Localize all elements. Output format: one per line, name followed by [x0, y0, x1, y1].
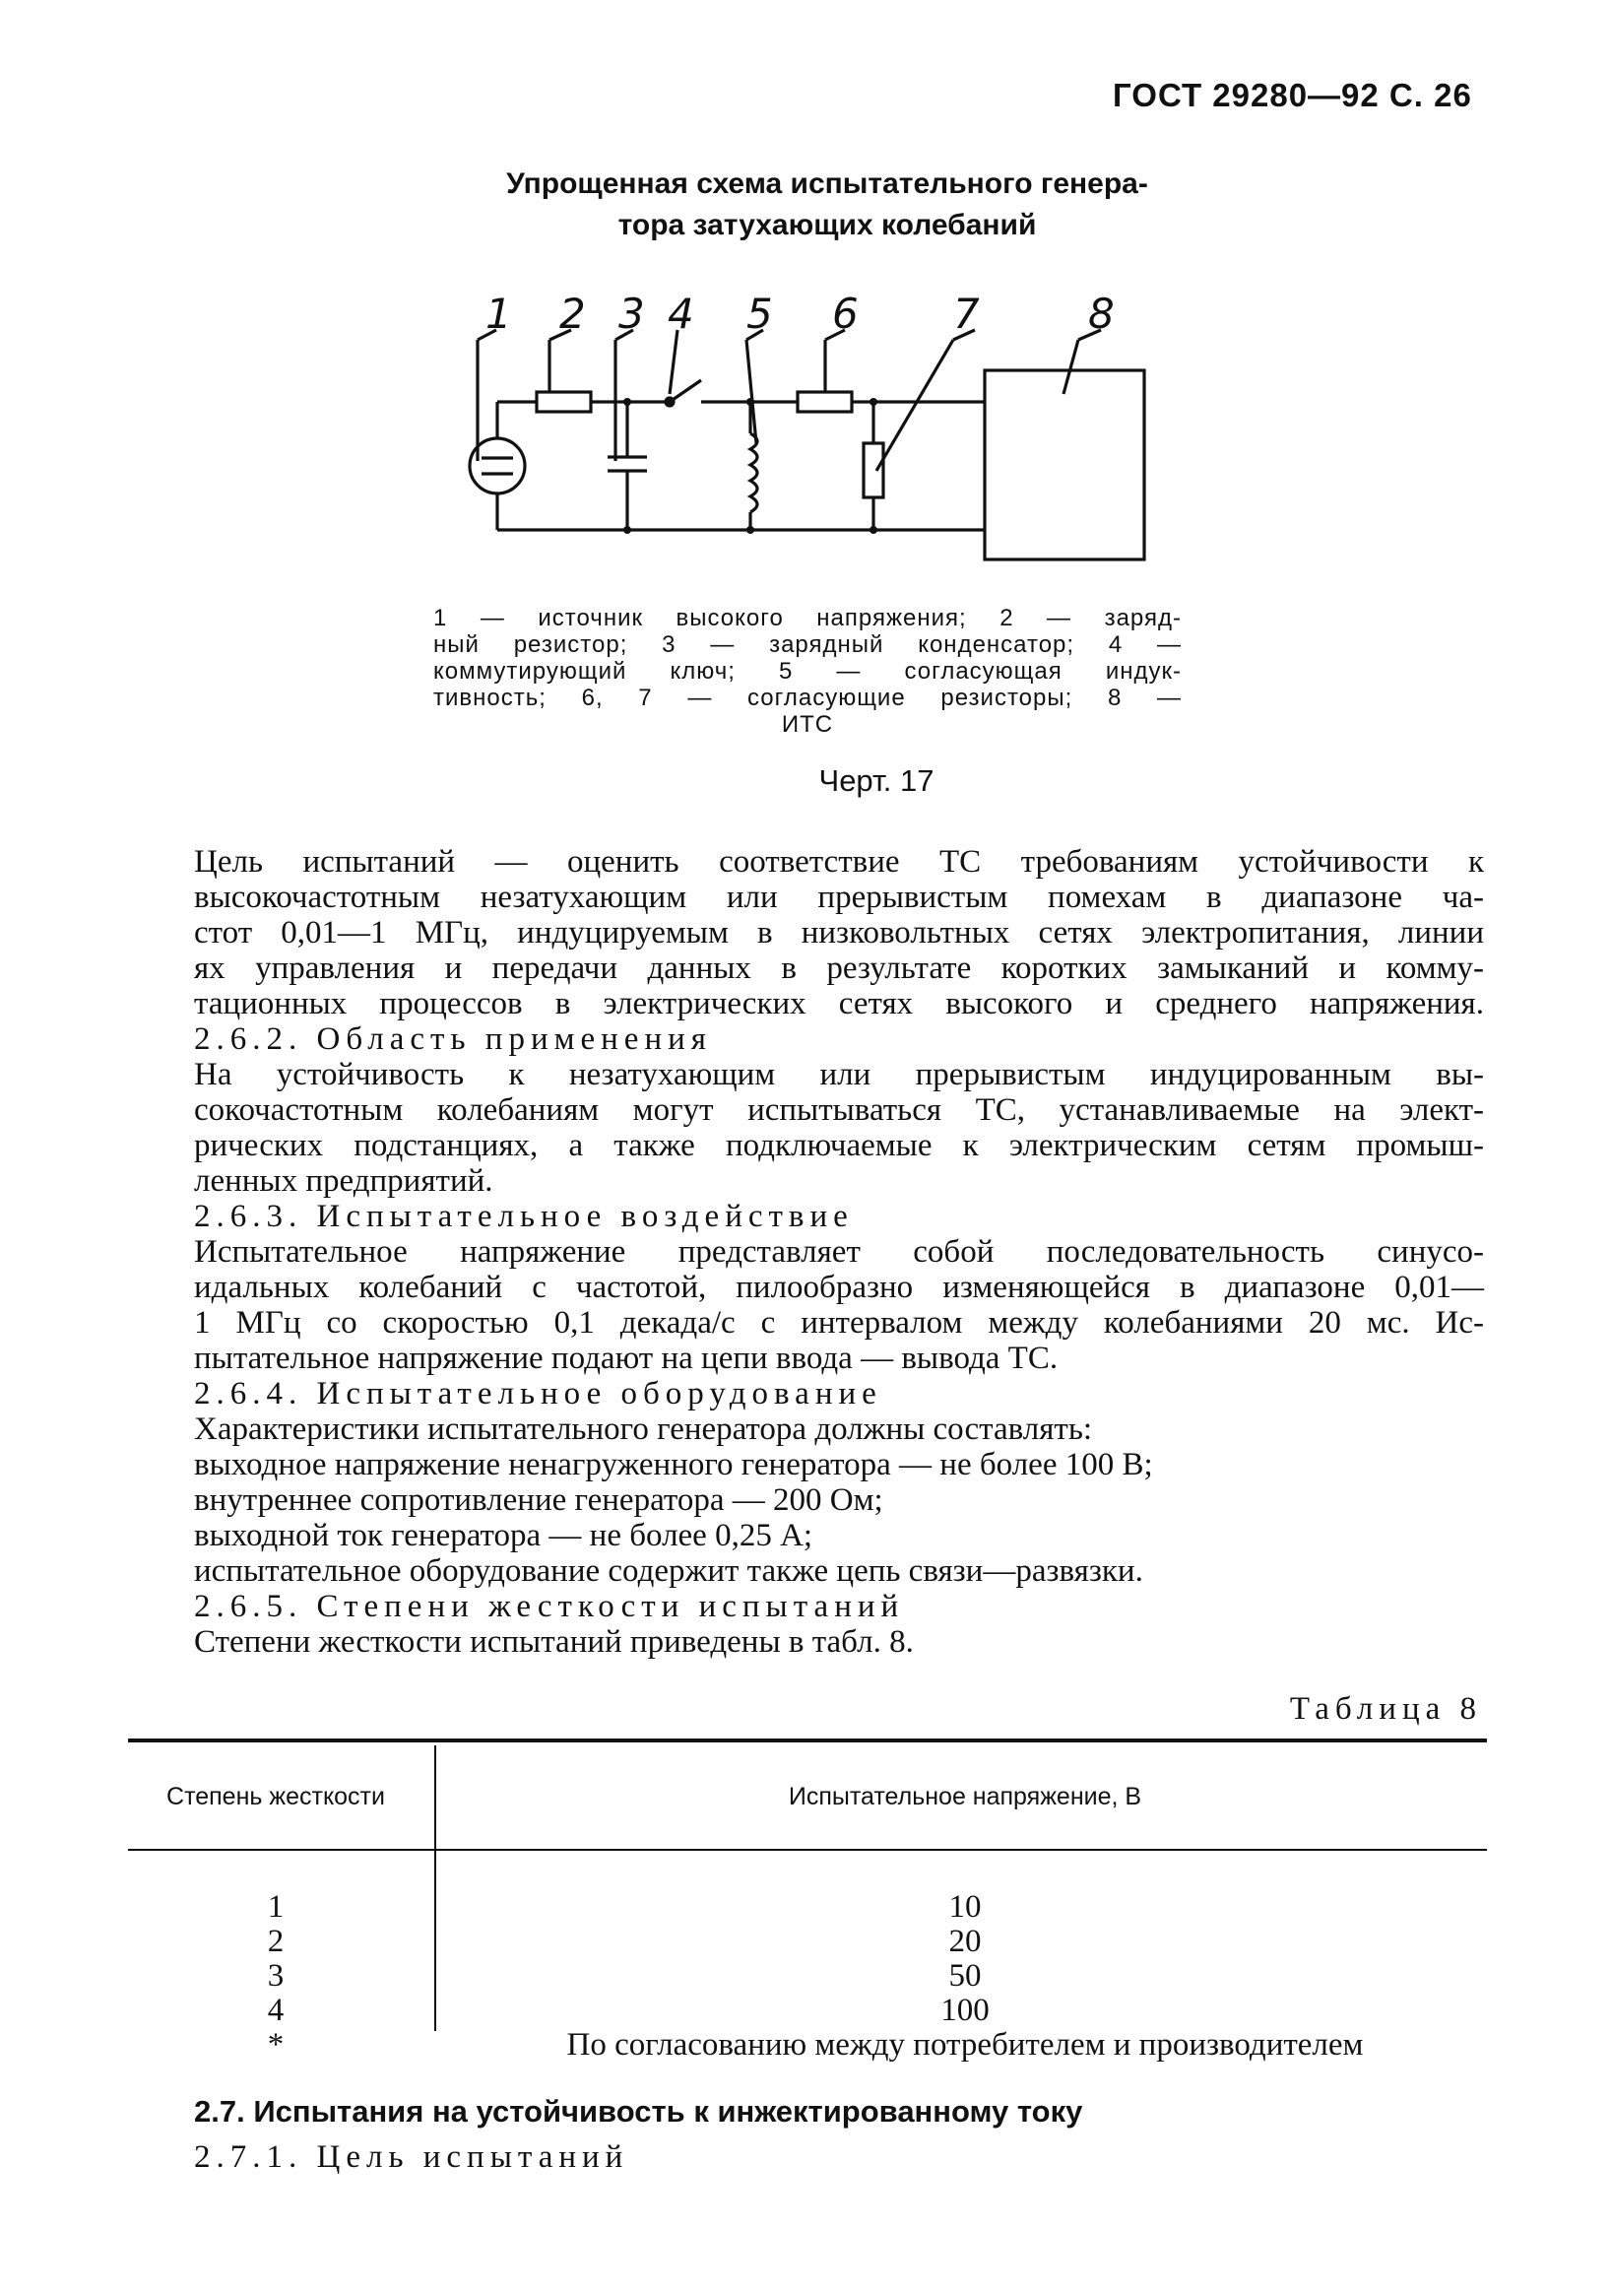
- figure-title-line-1: Упрощенная схема испытательного генера-: [506, 167, 1148, 200]
- matching-resistor-6-symbol: [798, 392, 852, 412]
- s263-line-4: пытательное напряжение подают на цепи ввода — вывода ТС.: [194, 1341, 1059, 1376]
- figure-caption-line-3: коммутирующий ключ; 5 — согласующая индук-: [433, 658, 1182, 685]
- table-row-1-voltage: 10: [948, 1889, 982, 1925]
- charging-resistor-symbol: [537, 392, 591, 412]
- chart-label: Черт. 17: [818, 763, 934, 798]
- switch-symbol: [670, 380, 701, 402]
- table-header-rule: [128, 1849, 1487, 1851]
- figure-caption-line-4: тивность; 6, 7 — согласующие резисторы; 8 —: [433, 685, 1182, 711]
- table-row-5-grade: *: [267, 2027, 285, 2063]
- s264-line-4: выходной ток генератора — не более 0,25 А;: [194, 1518, 813, 1553]
- table-row-2-voltage: 20: [948, 1924, 982, 1959]
- its-box: [985, 370, 1144, 559]
- table-row-4-voltage: 100: [940, 1993, 990, 2028]
- matching-resistor-7-symbol: [864, 443, 883, 497]
- figure-caption-line-5: ИТС: [781, 711, 834, 738]
- s262-line-3: рических подстанциях, а также подключаемые к электрическим сетям промыш-: [194, 1128, 1484, 1163]
- table-row-5-voltage: По согласованию между потребителем и производителем: [566, 2027, 1364, 2063]
- circuit-diagram: [0, 0, 1611, 591]
- diagram-label-6: 6: [832, 290, 859, 338]
- table-row-2-grade: 2: [267, 1924, 285, 1959]
- figure-title-line-2: тора затухающих колебаний: [617, 209, 1037, 241]
- purpose-line-4: ях управления и передачи данных в результате коротких замыканий и комму-: [194, 951, 1484, 986]
- diagram-label-7: 7: [953, 290, 980, 338]
- s262-line-1: На устойчивость к незатухающим или прерывистым индуцированным вы-: [194, 1057, 1484, 1092]
- table-title: Таблица 8: [1289, 1691, 1482, 1727]
- diagram-label-5: 5: [746, 290, 773, 338]
- purpose-line-1: Цель испытаний — оценить соответствие ТС требованиям устойчивости к: [194, 844, 1484, 880]
- diagram-label-4: 4: [668, 290, 694, 338]
- table-row-3-grade: 3: [267, 1958, 285, 1994]
- table-row-1-grade: 1: [267, 1889, 285, 1925]
- diagram-label-8: 8: [1088, 290, 1115, 338]
- s263-line-3: 1 МГц со скоростью 0,1 декада/с с интервалом между колебаниями 20 мс. Ис-: [194, 1305, 1484, 1341]
- s263-line-2: идальных колебаний с частотой, пилообразно изменяющейся в диапазоне 0,01—: [194, 1270, 1484, 1305]
- table-row-4-grade: 4: [267, 1993, 285, 2028]
- purpose-line-5: тационных процессов в электрических сетях высокого и среднего напряжения.: [194, 986, 1484, 1021]
- s264-line-1: Характеристики испытательного генератора должны составлять:: [194, 1411, 1093, 1447]
- diagram-label-2: 2: [559, 290, 586, 338]
- table-header-grade: Степень жесткости: [166, 1783, 385, 1810]
- s264-line-3: внутреннее сопротивление генератора — 200 Ом;: [194, 1482, 883, 1518]
- table-top-rule: [128, 1738, 1487, 1742]
- table-header-voltage: Испытательное напряжение, В: [788, 1783, 1142, 1810]
- s262-line-4: ленных предприятий.: [194, 1163, 493, 1199]
- purpose-line-2: высокочастотным незатухающим или прерывистым помехам в диапазоне ча-: [194, 880, 1484, 915]
- s264-line-2: выходное напряжение ненагруженного генератора — не более 100 В;: [194, 1447, 1153, 1482]
- table-row-3-voltage: 50: [948, 1958, 982, 1994]
- diagram-label-3: 3: [618, 290, 645, 338]
- page-header: ГОСТ 29280—92 С. 26: [1113, 77, 1472, 113]
- table-column-divider: [434, 1745, 436, 2031]
- diagram-label-1: 1: [485, 290, 512, 338]
- section-2-6-5-heading: 2.6.5. Степени жесткости испытаний: [194, 1589, 905, 1624]
- inductor-symbol: [750, 433, 757, 512]
- figure-caption-line-2: ный резистор; 3 — зарядный конденсатор; 4 —: [433, 631, 1182, 658]
- section-2-6-3-heading: 2.6.3. Испытательное воздействие: [194, 1199, 854, 1234]
- section-2-6-2-heading: 2.6.2. Область применения: [194, 1021, 712, 1057]
- s265-line: Степени жесткости испытаний приведены в табл. 8.: [194, 1624, 914, 1660]
- s264-line-5: испытательное оборудование содержит также цепь связи—развязки.: [194, 1553, 1143, 1589]
- figure-caption-line-1: 1 — источник высокого напряжения; 2 — заряд-: [433, 605, 1182, 631]
- s262-line-2: сокочастотным колебаниям могут испытываться ТС, устанавливаемые на элект-: [194, 1092, 1484, 1128]
- section-2-6-4-heading: 2.6.4. Испытательное оборудование: [194, 1376, 882, 1411]
- purpose-line-3: стот 0,01—1 МГц, индуцируемым в низковольтных сетях электропитания, линии: [194, 915, 1484, 951]
- section-2-7-heading: 2.7. Испытания на устойчивость к инжектированному току: [194, 2094, 1083, 2129]
- section-2-7-1-heading: 2.7.1. Цель испытаний: [194, 2139, 629, 2175]
- s263-line-1: Испытательное напряжение представляет собой последовательность синусо-: [194, 1234, 1484, 1270]
